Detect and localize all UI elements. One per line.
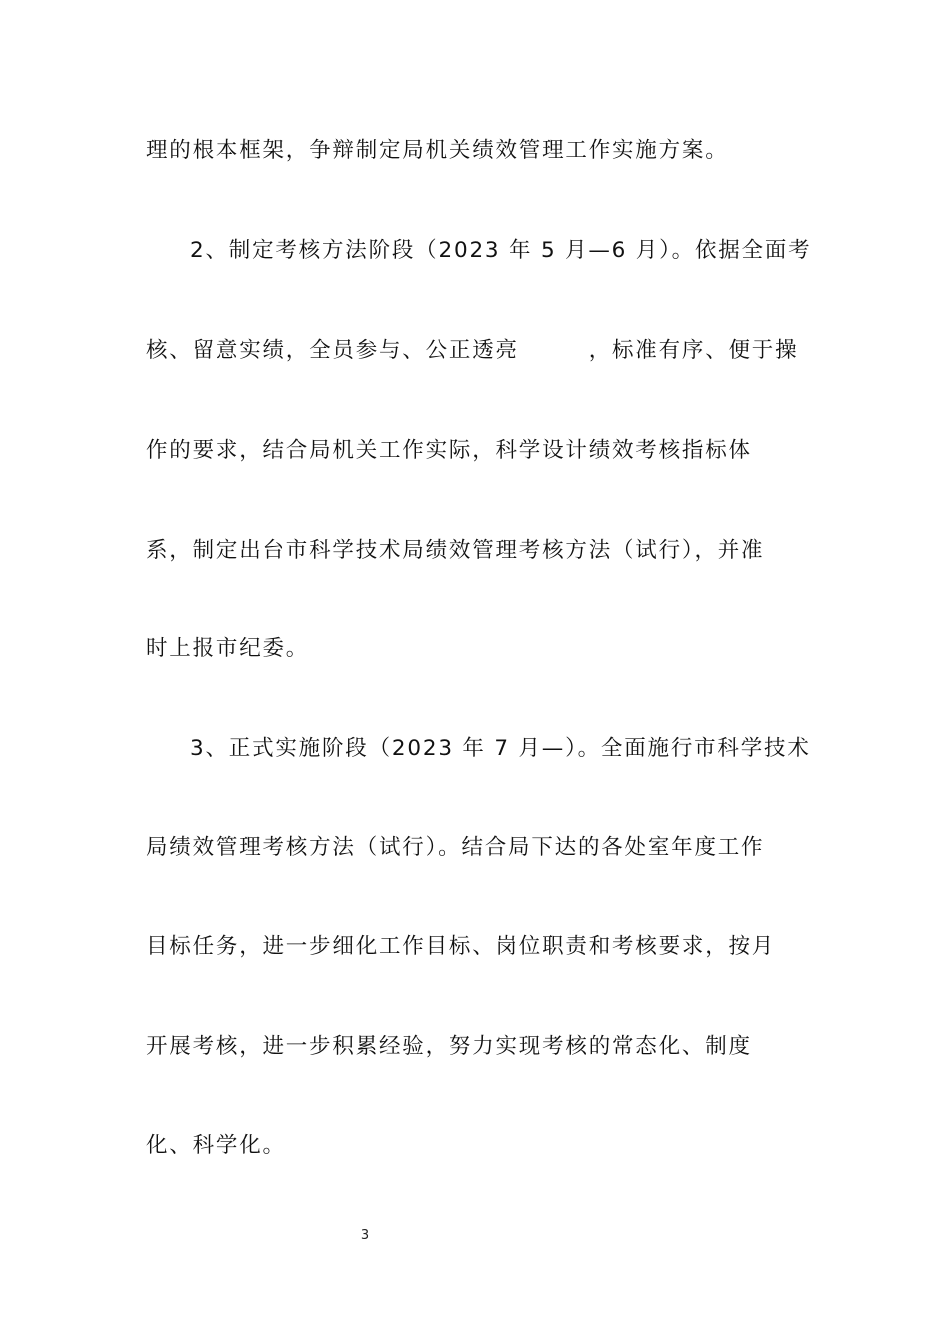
text-line: 2、制定考核方法阶段（2023 年 5 月—6 月）。依据全面考: [190, 238, 812, 263]
text-line: 核、留意实绩，全员参与、公正透亮 ，标准有序、便于操: [146, 338, 799, 363]
page-number: 3: [360, 1228, 370, 1243]
text-line: 开展考核，进一步积累经验，努力实现考核的常态化、制度: [146, 1034, 752, 1059]
text-line: 理的根本框架，争辩制定局机关绩效管理工作实施方案。: [146, 138, 729, 163]
text-line: 局绩效管理考核方法（试行）。结合局下达的各处室年度工作: [146, 835, 765, 860]
text-line: 时上报市纪委。: [146, 636, 310, 661]
text-line: 目标任务，进一步细化工作目标、岗位职责和考核要求，按月: [146, 934, 776, 959]
text-line: 系，制定出台市科学技术局绩效管理考核方法（试行），并准: [146, 538, 765, 563]
text-line: 作的要求，结合局机关工作实际，科学设计绩效考核指标体: [146, 438, 752, 463]
text-line: 化、科学化。: [146, 1133, 286, 1158]
text-line: 3、正式实施阶段（2023 年 7 月—）。全面施行市科学技术: [190, 736, 811, 761]
